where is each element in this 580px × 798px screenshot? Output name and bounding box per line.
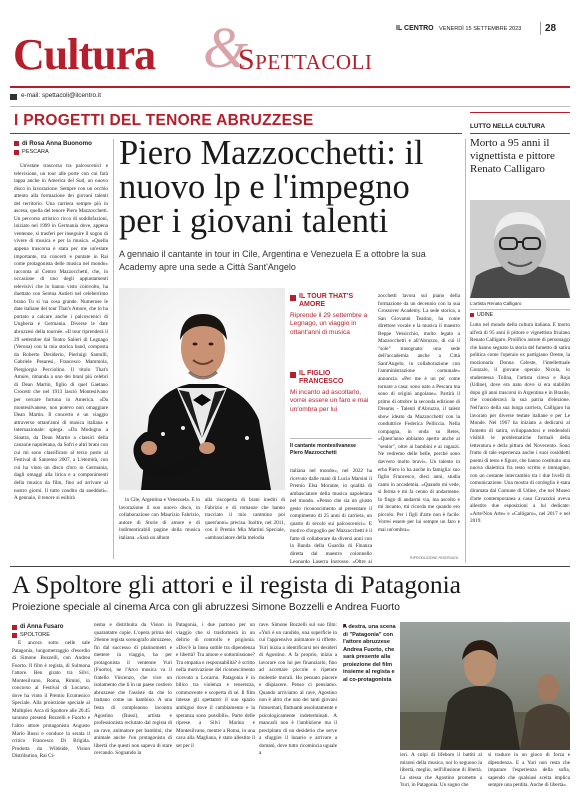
story-column-1: Un'estate trascorsa tra palcoscenici e televisione, un tour alle porte con cui farà tappa anche in America del Sud, un nuovo disco in lavorazione. Sempre con un occhio attento alla formazione dei giovani talenti del territorio. Una carriera sempre più in ascesa, quella del tenore Piero Mazzocchetti. Un percorso artistico ricco di soddisfazioni, iniziato nel 1999 in Germania dove, appena ventenne, si trasferì per inseguire il sogno di vivere di musica e per la musica. «Quella appena trascorsa è stata per me un'estate importante, tra concerti e puntate in Rai come protagonista delle musica nel mondo» racconta al Centro Mazzocchetti, che, in occasione di uno degli appuntamenti televisivi che lo hanno visto coinvolto, ha duettato con Serena Autieri nel celeberrimo brano Tu si 'na cosa grande. Numerose le date italiane del tour That's Amore, che lo ha portato a calcare anche i palcoscenici di Ungheria e Germania. Diverse le date abruzzesi della tournée. «Il tour riprenderà il 29 settembre dal Teatro Salieri di Legnago (Verona) con la mia storica band, composta da Roberto Desiderio, Pierluigi Santulli, Gabriele Pesaresi, Francesco Mammola, Piergiorgio Pecciolino. Il titolo That's Amore, rimanda a uno dei brani più celebri di Dean Martin, figlio di quel Gaetano Crocetti che nel 1913 lasciò Montesilvano per cercare fortuna in America. «Da montesilvanese, non potevo non omaggiare Dean Martin. Il concerto è un viaggio attraverso ottant'anni di musica italiana e internazionale: spiega. «Da Modugno a Sinatra, da Dean Martin a classici della canzone napoletana, da Sofri e altri brani con cui mi sono classificato al terzo posto al Festival di Sanremo 2007, a L'eternità, con cui ha vinto un disco d'oro in Germania, dagli omaggi alla lirica e a componimenti della musica da film, fino ad arrivare al nostro giorni. Il tutto condito da aneddoti». A gennaio, il tenore si esibirà — [14, 163, 108, 502]
section-title-spettacoli: Spettacoli — [238, 43, 373, 76]
story2-subtitle: Proiezione speciale al cinema Arca con gli abruzzesi Simone Bozzelli e Andrea Fuorto — [12, 602, 400, 613]
story2-byline: di Anna Fusaro — [12, 624, 63, 630]
story2-headline: A Spoltore gli attori e il regista di Patagonia — [12, 570, 462, 599]
story2-column-5: ieri. A colpi di lifebom il battiti al mirarsi della musica, noi lo seguono la libertà, meglio, nell'illusione di libertà. La stessa che Agostino promette a Yuri, in Patagonia. Un sogno che — [400, 752, 482, 789]
tour-box-title: IL TOUR THAT'S AMORE — [299, 293, 354, 308]
son-box-text: Mi incanto ad ascoltarlo, vorrei essere un faro e mai un'ombra per lui — [290, 389, 369, 413]
tour-box — [290, 293, 375, 337]
sidebar-headline: Morto a 95 anni il vignettista e pittore Renato Calligaro — [470, 137, 555, 175]
email-icon — [10, 94, 17, 100]
story2-column-2: nema e distribuita da Vision in quarantatre copie. L'opera prima del 26enne regista scenografo abruzzese, fin dal successo di platinometri e mettere in viaggio, ha per protagonista il ventenne Yuri (Fuorto), ne l'Arco musica va il fratello Vincenzo, che vive un isolamento che li in un paese costiero abruzzese che l'assiste da che lo trattano come un bambino. A una festa di compleanno incontra Agostino (Russi), artista e professionista reclutato dal regista di un rave, animatore per bambini, che animale anche l'un protagonista di libertà che questi non sapeva di stare cercando. Sognando la — [94, 622, 172, 757]
story2-column-4: rave. Simone Bozzelli sul suo film: «Yuri è un candido, una superficie in cui l'apprensivo animatore si riflette. Yuri inizia a identificarsi nei desideri di Agostino. A fa proprio, inizia a lavorare con lui per finanziarlo, fino ad accettare piccole e ripetute molestie morali. Ho pensato piacere e dispiacere. Penso ci pensiamo. Quando arriviamo al rave, Agostino non è altro che uno dei tanti giovani fotosemati, fluttuanti assolutamente e psicologicamente indeterminati. A mancarli non è l'ambizione ma il precipitato di un desiderio che serve a sfuggire il lunario e arrivare a domani, dove tutto ricomincia uguale a — [259, 622, 337, 757]
newspaper-name: IL CENTRO — [396, 25, 434, 32]
singer-photo — [119, 288, 285, 490]
story2-column-1: È ancora sotto nelle sale Patagonia, lungometraggio d'esordio di Simone Bozzelli, con Andrea Fuorto. Il film è regista, di Sulmona l'attore. Ben girato tra Silvi, Montesilvano, Roma, Rimini, in concorso al Festival di Locarno, dove ha vinto il Premio Ecumenico Speciale. Alla proiezione speciale al Multiplex Arca di Spoltore alle 20.45 saranno presenti Bozzelli e Fuorto e l'altro attore protagonista Augusto Mario Russi e conduce la serata il critico Francesco Di Brigida. Prodotta da Wildside, Vision Distribution, Rai Ci- — [12, 640, 90, 760]
sidebar-dateline: UDINE — [470, 312, 493, 318]
story-column-4: italiana nel mondo», nel 2022 ha ricevuto dalle mani di Lucia Marsini il Premio Elsa Morante, in qualità di ambasciatore della musica napoletana nel mondo. «Penso che sia un giusto gesto riconoscimento al presentare il compimento di 25 anni di carriera, un quarto di secolo sui palcoscenici». E motivo d'orgoglio per Mazzocchetti è il fatto di collaborare da diversi anni con la Banda della Guardia di Finanza diretta dal maestro colonnello Leonardo Laserra Ingrosso. «Oltre ai — [290, 468, 372, 563]
issue-date: VENERDÌ 15 SETTEMBRE 2023 — [439, 26, 522, 32]
story-subtitle: A gennaio il cantante in tour in Cile, Argentina e Venezuela E a ottobre la sua Academy apre una sede a Città Sant'Angelo — [119, 249, 426, 272]
story-dateline: PESCARA — [14, 149, 49, 155]
story2-dateline: SPOLTORE — [12, 632, 50, 638]
section-title-cultura: Cultura — [13, 30, 156, 79]
sidebar-photo-caption: L'artista Renato Calligaro — [470, 301, 522, 306]
page-number: 28 — [545, 23, 557, 34]
email-address[interactable]: e-mail: spettacoli@ilcentro.it — [21, 92, 102, 99]
story-column-2: in Cile, Argentina e Venezuela. È in lavorazione il suo nuovo disco, in collaborazione con Maurizio Fabrizio, autore di Storie di amore e di indimenticabili pagine della musica italiana. «Sarà un album — [119, 497, 200, 541]
story-headline: Piero Mazzocchetti: il nuovo lp e l'impegno per i giovani talenti — [119, 134, 424, 240]
patagonia-still — [400, 622, 570, 750]
sidebar-kicker: LUTTO NELLA CULTURA — [470, 123, 546, 130]
section-title-ampersand: & — [203, 15, 249, 80]
story2-column-3: Patagonia, i due partono per un viaggio che si trasformerà in un delirio di controllo e prigionia. «Dov'è la linea sottile tra dipendenza e libertà? Tra amore e sottomissione? Tra empatia e responsabilità? è scritto nella motivazione del riconoscimento ricevuto a Locarno. Patagonia è in bilico tra violenza e tenerezza, commovente e scoperta di sé. Il film intesse gli spettatori il suo spazio ambiguo dove il cambiamento e la speranza sono possibili». Parte delle riprese a Silvi Marina e Montesilvano, mentre a Roma, in una cava alla Magliana, è stato allestito il set per il — [176, 622, 255, 749]
son-box — [290, 370, 375, 414]
story2-photo-caption: A destra, una scena di "Patagonia" con l'attore abruzzese Andrea Fuorto, che sarà presente alla proiezione del film insieme al regista e al co-protagonista — [343, 624, 396, 683]
story2-column-6: si traduce in un gioco di forza e dipendenza. E a Yuri non resta che imparare l'esperienza della sofia, sapendo che qualsiasi scelta implica sempre una perdita. Anche di libertà». — [488, 752, 570, 789]
story-column-5: zocchetti lavora sul piano della formazione da un decennio con la sua Crossover Academy. La sede storica, a San Giovanni Teatino, ha come direttore vocale e la musica il maestro Beppe Vessicchio, molto legato a Mazzocchetti e all'Abruzzo, di cui il "sole" trasognato: una sede dell'accademia anche a Città Sant'Angelo, in collaborazione con l'amministrazione comunale» annuncia. «Per me è un po' come tornare a casa: sono nato a Pescara ma sono di origini angolane». Partirà il primo di ottobre la seconda edizione di Dreams - Talenti d'Abruzzo, il talent show ideato da Mazzocchetti con la conduttrice Federica Pelliccia. Nella compagna, in onda su Retes, «Quest'anno abbiamo aperto anche ai "senior", oltre ai bambini e ai ragazzi. Ne vedremo delle belle, perché sono davvero molto bravi». Un talento in erba Piero lo ha anche in famiglia: suo figlio Francesco, dieci anni, studia canto in accademia. «Quando mi vede, si ferma e mi fa cenno di andarmene. Io fingo di andarmi via, ma ascolto e mi incanto, mi ricorda me quando ero piccolo. Per i figli d'arte non è facile. Vorrei essere per lui sempre un faro e mai un'ombra». — [378, 293, 460, 533]
section-header — [10, 6, 570, 90]
calligaro-photo — [470, 200, 570, 298]
sidebar-text: Lutto nel mondo della cultura italiana. È morto all'età di 95 anni il pittore e vignettista friulano Renato Calligaro. Prolifico autore di personaggi che hanno segnato la storia del fumetto di satira politica come l'operaio ex partigiano Oreste, la mozionaria Donna Celeste, l'intellettuale Gonzalo, il giovane operaio Nicola, lo studentessa Tolina, l'artista ciresa e Roja (Udine), dove era nato dove si era stabilito dopo gli anni trascorsi in Argentina e in Brasile, che consideravà la sua patria d'elezione. Nell'arco della sua lunga carriera, Calligaro ha lavorato per diverse testate italiane e per Le Monde. Nel 1967 ha iniziato a dedicarsi al fumetto di satira, sviluppandosi e rendendoli visibili le problematiche formali della letteratura e della pittura del Novecento. Sono frutto di tale esperienza anche i suoi cosiddetti poemi di testo e figure, che hanno costituito una nuova dialettica fra testo scritto e immagine, con un costante intercambio tra i due livelli di comunicazione. Una mostra di cordoglio è stata diramata dal Comune di Udine, che nel Museo d'arte contemporanea a casa Cavazzini aveva allestito due esposizioni a lui dedicate: «Arte/Non Arte» e «Calligaro», nel 2017 e nel 2019. — [470, 322, 570, 525]
tour-box-text: Riprende il 29 settembre a Legnago, un viaggio in ottant'anni di musica — [290, 312, 368, 336]
story-byline: di Rosa Anna Buonomo — [14, 140, 92, 147]
story-column-3: alla riscoperta di brani inediti di Fabrizio e di romanze che hanno tracciato il mio cammino poi quest'anni» precisa. Inoltre, nel 2011, con il Premio Mia Martini Speciale, «ambasciatore della melodia — [205, 497, 285, 541]
story-kicker: I PROGETTI DEL TENORE ABRUZZESE — [14, 112, 314, 129]
copyright-note: RIPRODUZIONE RISERVATA — [410, 556, 459, 560]
photo-caption: Il cantante montesilvanese Piero Mazzocchetti — [290, 443, 357, 456]
son-box-title: IL FIGLIO FRANCESCO — [299, 370, 344, 385]
